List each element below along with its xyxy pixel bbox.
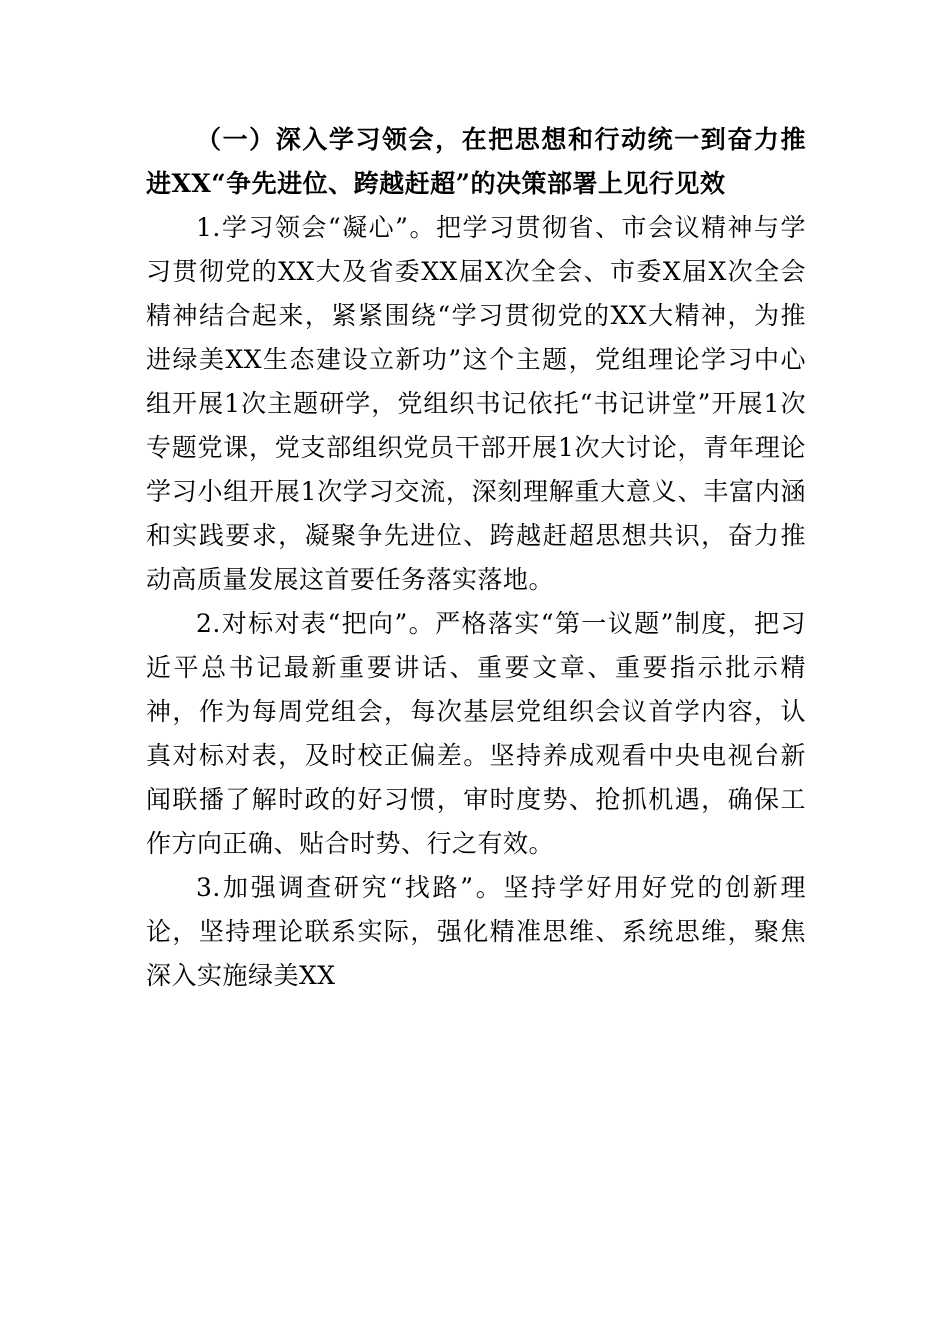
document-body xyxy=(146,118,806,998)
paragraph-1: 1.学习领会“凝心”。把学习贯彻省、市会议精神与学习贯彻党的XX大及省委XX届X次全会、市委X届X次全会精神结合起来，紧紧围绕“学习贯彻党的XX大精神，为推进绿美XX生态建设立新功”这个主题，党组理论学习中心组开展1次主题研学，党组织书记依托“书记讲堂”开展1次专题党课，党支部组织党员干部开展1次大讨论，青年理论学习小组开展1次学习交流，深刻理解重大意义、丰富内涵和实践要求，凝聚争先进位、跨越赶超思想共识，奋力推动高质量发展这首要任务落实落地。 xyxy=(146,213,806,594)
section-heading: （一）深入学习领会，在把思想和行动统一到奋力推进XX“争先进位、跨越赶超”的决策部署上见行见效 xyxy=(146,125,806,198)
paragraph-3: 3.加强调查研究“找路”。坚持学好用好党的创新理论，坚持理论联系实际，强化精准思维、系统思维，聚焦深入实施绿美XX xyxy=(146,873,806,990)
paragraph-2: 2.对标对表“把向”。严格落实“第一议题”制度，把习近平总书记最新重要讲话、重要文章、重要指示批示精神，作为每周党组会，每次基层党组织会议首学内容，认真对标对表，及时校正偏差。坚持养成观看中央电视台新闻联播了解时政的好习惯，审时度势、抢抓机遇，确保工作方向正确、贴合时势、行之有效。 xyxy=(146,609,806,858)
